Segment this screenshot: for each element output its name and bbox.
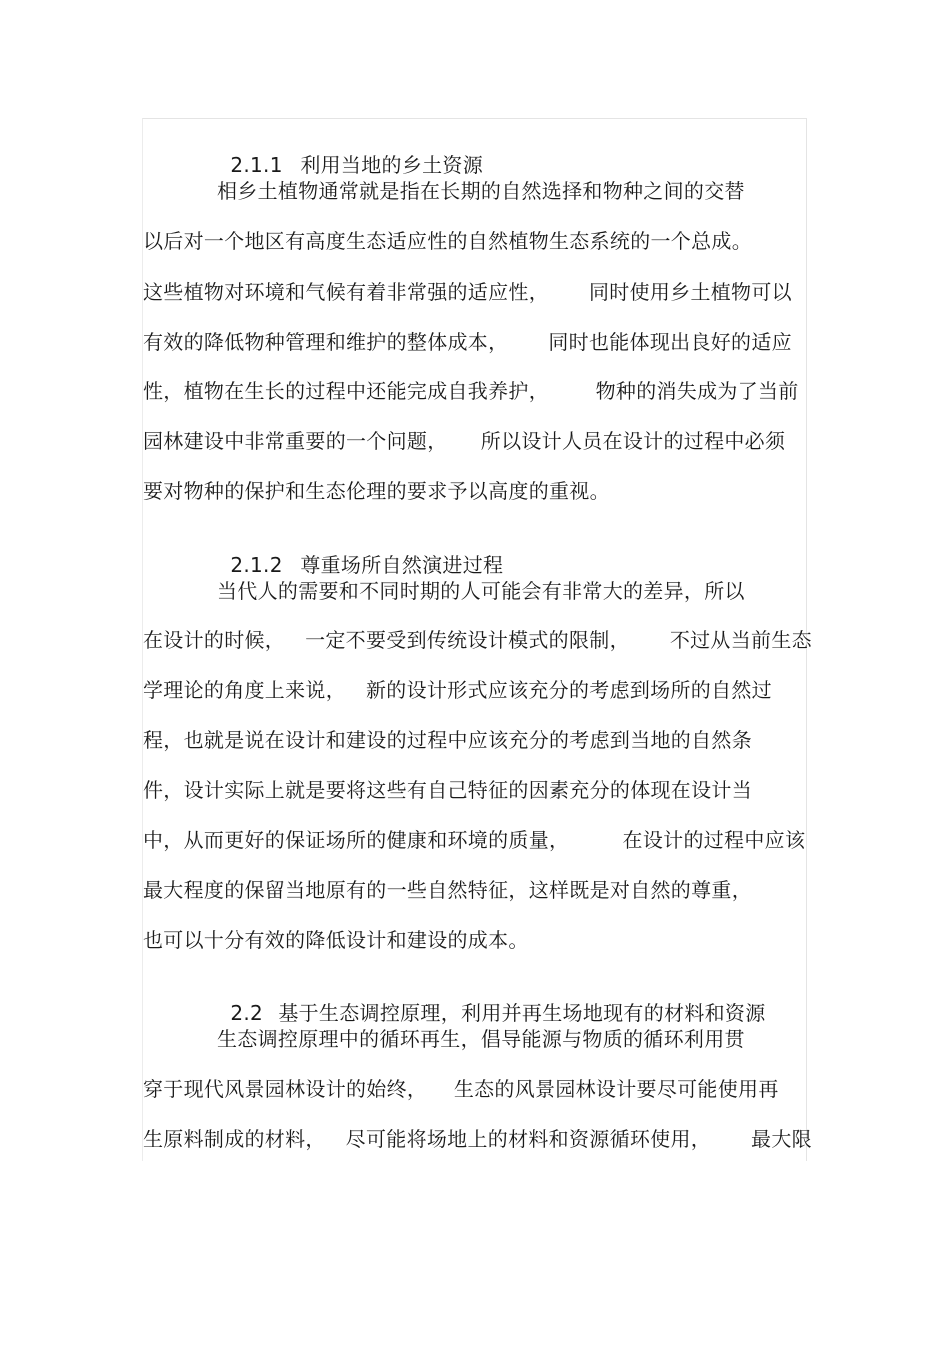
paragraph-line: 以后对一个地区有高度生态适应性的自然植物生态系统的一个总成。 <box>143 229 752 253</box>
paragraph-line: 有效的降低物种管理和维护的整体成本， 同时也能体现出良好的适应 <box>143 330 792 354</box>
section-number: 2.2 <box>230 1001 264 1025</box>
section-title: 基于生态调控原理，利用并再生场地现有的材料和资源 <box>278 1001 766 1025</box>
paragraph-line: 性，植物在生长的过程中还能完成自我养护， 物种的消失成为了当前 <box>143 379 799 403</box>
paragraph-line: 当代人的需要和不同时期的人可能会有非常大的差异，所以 <box>217 579 745 603</box>
paragraph-line: 穿于现代风景园林设计的始终， 生态的风景园林设计要尽可能使用再 <box>143 1077 779 1101</box>
paragraph-line: 要对物种的保护和生态伦理的要求予以高度的重视。 <box>143 479 610 503</box>
paragraph-line: 件，设计实际上就是要将这些有自己特征的因素充分的体现在设计当 <box>143 778 752 802</box>
paragraph-line: 相乡土植物通常就是指在长期的自然选择和物种之间的交替 <box>217 179 745 203</box>
paragraph-line: 学理论的角度上来说， 新的设计形式应该充分的考虑到场所的自然过 <box>143 678 772 702</box>
section-heading-2-1-2 <box>217 529 503 577</box>
paragraph-line: 这些植物对环境和气候有着非常强的适应性， 同时使用乡土植物可以 <box>143 280 792 304</box>
section-heading-2-2 <box>217 977 766 1025</box>
paragraph-line: 中，从而更好的保证场所的健康和环境的质量， 在设计的过程中应该 <box>143 828 806 852</box>
paragraph-line: 也可以十分有效的降低设计和建设的成本。 <box>143 928 529 952</box>
paragraph-line: 生态调控原理中的循环再生，倡导能源与物质的循环利用贯 <box>217 1027 745 1051</box>
paragraph-line: 程，也就是说在设计和建设的过程中应该充分的考虑到当地的自然条 <box>143 728 752 752</box>
paragraph-line: 生原料制成的材料， 尽可能将场地上的材料和资源循环使用， 最大限 <box>143 1127 812 1151</box>
section-number: 2.1.2 <box>230 553 283 577</box>
paragraph-line: 在设计的时候， 一定不要受到传统设计模式的限制， 不过从当前生态 <box>143 628 812 652</box>
section-number: 2.1.1 <box>230 153 283 177</box>
section-heading-2-1-1 <box>217 129 483 177</box>
paragraph-line: 最大程度的保留当地原有的一些自然特征，这样既是对自然的尊重， <box>143 878 752 902</box>
paragraph-line: 园林建设中非常重要的一个问题， 所以设计人员在设计的过程中必须 <box>143 429 786 453</box>
section-title: 尊重场所自然演进过程 <box>300 553 504 577</box>
section-title: 利用当地的乡土资源 <box>300 153 484 177</box>
